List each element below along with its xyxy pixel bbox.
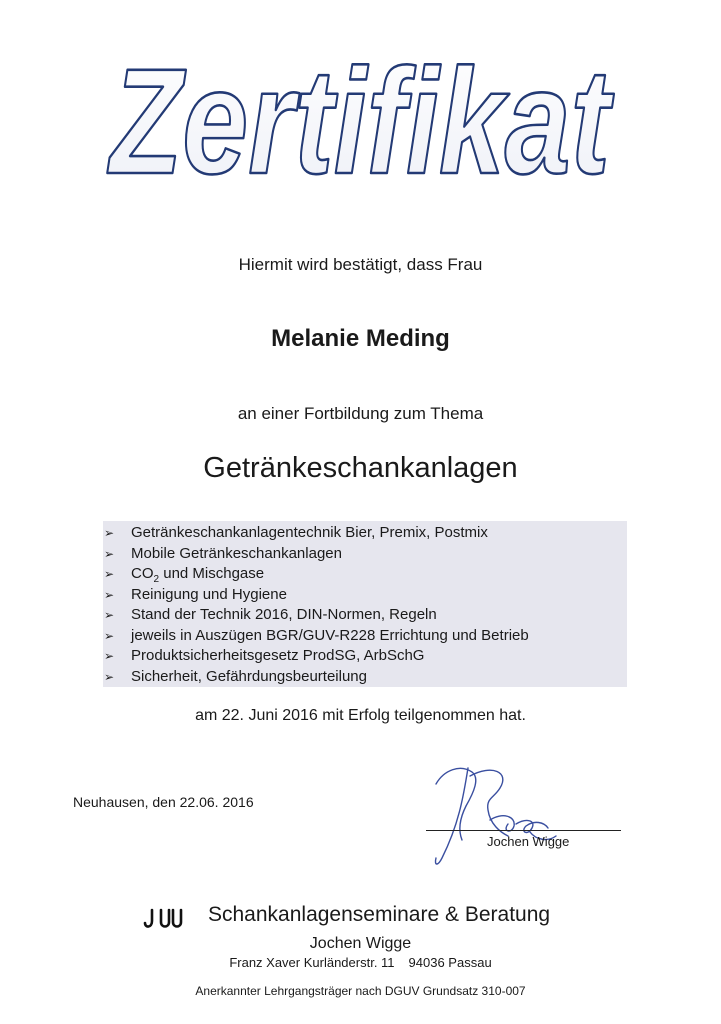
recipient-name: Melanie Meding [271,325,450,352]
topic-item [103,585,627,606]
course-topic: Getränkeschankanlagen [203,452,518,484]
arrowhead-right-icon: ➢ [104,669,115,684]
organization-name: Schankanlagenseminare & Beratung [208,903,551,926]
accreditation-note: Anerkannter Lehrgangsträger nach DGUV Grundsatz 310-007 [195,984,526,998]
place-date: Neuhausen, den 22.06. 2016 [73,794,254,810]
topic-item [103,523,627,544]
topic-item-text: Reinigung und Hygiene [131,585,287,603]
jw-logo-icon [143,908,193,930]
topic-item [103,564,627,585]
city-address: 94036 Passau [408,955,492,970]
topic-item-text: Mobile Getränkeschankanlagen [131,544,342,562]
topic-item-text: $CO_2$ und Mischgase [131,565,265,585]
certificate-title [100,18,620,208]
arrowhead-right-icon: ➢ [104,567,115,581]
contact-name: Jochen Wigge [309,935,412,952]
topics-list [103,521,627,687]
signer-name: Jochen Wigge [487,834,570,849]
arrowhead-right-icon: ➢ [104,526,115,540]
street-address: Franz Xaver Kurländerstr. 11 [229,955,395,970]
topic-item [103,626,627,647]
arrowhead-right-icon: ➢ [104,608,115,622]
arrowhead-right-icon: ➢ [104,649,115,663]
address [0,955,721,970]
topics-box [103,521,627,687]
topic-item [103,646,627,667]
topic-item-text: Sicherheit, Gefährdungsbeurteilung [131,667,367,685]
topic-item [103,605,627,626]
signature-line [426,830,621,831]
topic-item-text: Getränkeschankanlagentechnik Bier, Premix, Postmix [131,524,488,541]
completion-statement: am 22. Juni 2016 mit Erfolg teilgenommen hat. [195,707,526,724]
certificate-title-text: Zertifikat [106,37,615,205]
handwritten-signature [430,762,570,872]
arrowhead-right-icon: ➢ [104,546,115,561]
certification-intro: Hiermit wird bestätigt, dass Frau [238,255,483,274]
topic-item [103,544,627,565]
topic-item-text: jeweils in Auszügen BGR/GUV-R228 Errichtung und Betrieb [131,626,529,644]
arrowhead-right-icon: ➢ [104,587,115,602]
topic-intro: an einer Fortbildung zum Thema [237,404,484,423]
topic-item-text: Produktsicherheitsgesetz ProdSG, ArbSchG [131,647,425,664]
topic-item-text: Stand der Technik 2016, DIN-Normen, Regeln [131,606,437,623]
arrowhead-right-icon: ➢ [104,628,115,643]
topic-item [103,667,627,688]
